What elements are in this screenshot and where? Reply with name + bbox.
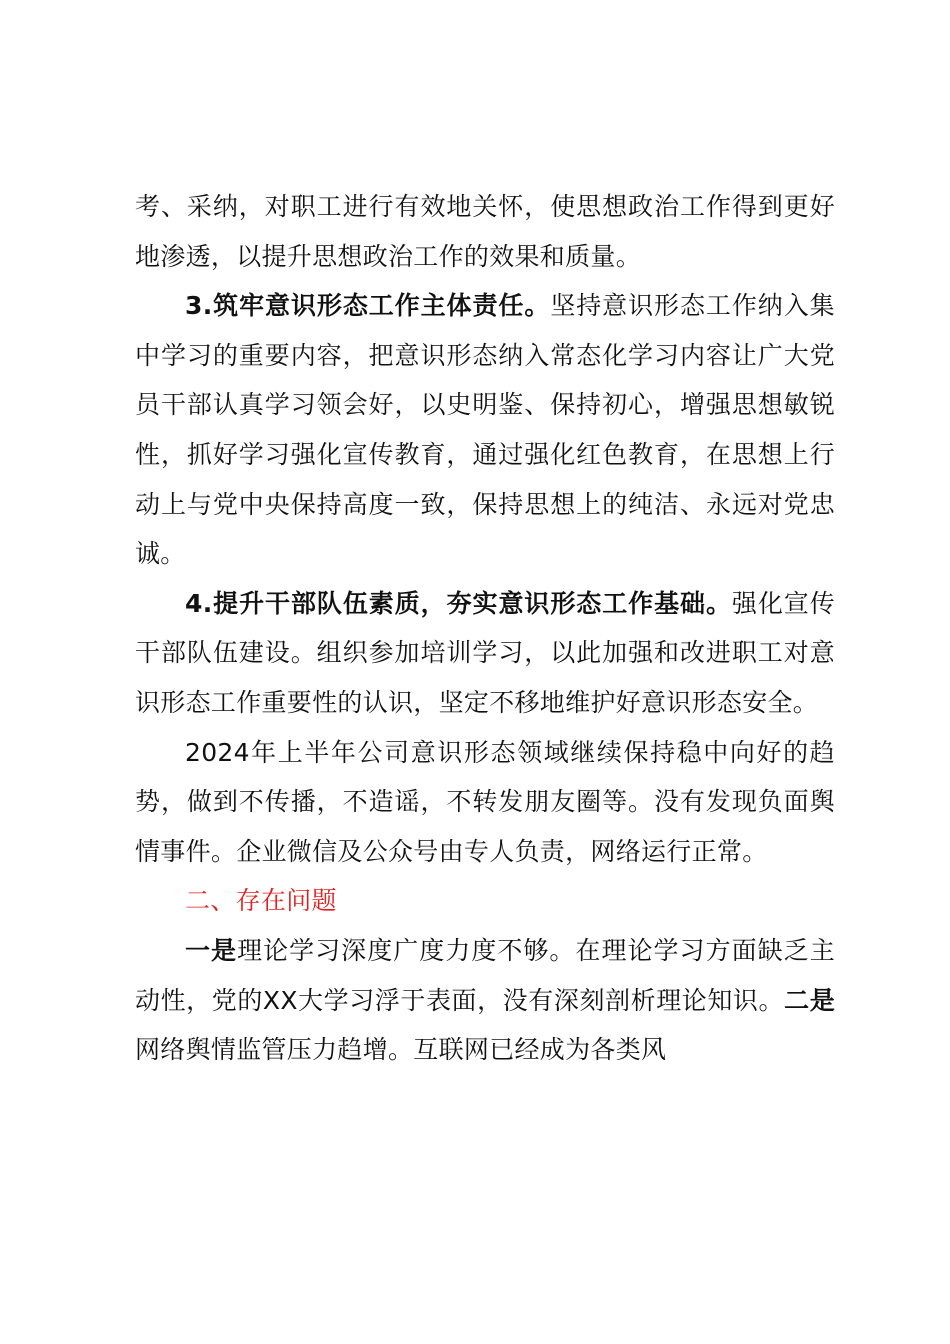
issue-2-text: 网络舆情监管压力趋增。互联网已经成为各类风 <box>135 1035 667 1065</box>
section-heading-text: 二、存在问题 <box>185 886 337 916</box>
paragraph-item-4 <box>135 579 835 728</box>
issue-2-label: 二是 <box>784 985 835 1015</box>
paragraph-issues <box>135 926 835 1075</box>
item-4-text: 强化宣传干部队伍建设。组织参加培训学习，以此加强和改进职工对意识形态工作重要性的认识，坚定不移地维护好意识形态安全。 <box>135 588 836 717</box>
paragraph-summary <box>135 728 835 877</box>
item-3-heading: 3.筑牢意识形态工作主体责任。 <box>185 291 551 321</box>
document-body <box>135 182 835 1075</box>
issue-1-label: 一是 <box>185 935 238 965</box>
summary-text: 2024年上半年公司意识形态领域继续保持稳中向好的趋势，做到不传播，不造谣，不转发朋友圈等。没有发现负面舆情事件。企业微信及公众号由专人负责，网络运行正常。 <box>135 737 835 866</box>
section-heading <box>135 876 835 926</box>
paragraph-continuation <box>135 182 835 281</box>
item-4-heading: 4.提升干部队伍素质，夯实意识形态工作基础。 <box>185 588 732 618</box>
issue-1-text: 理论学习深度广度力度不够。在理论学习方面缺乏主动性，党的XX大学习浮于表面，没有深刻剖析理论知识。 <box>135 935 835 1015</box>
paragraph-text: 考、采纳，对职工进行有效地关怀，使思想政治工作得到更好地渗透，以提升思想政治工作的效果和质量。 <box>135 192 835 271</box>
item-3-text: 坚持意识形态工作纳入集中学习的重要内容，把意识形态纳入常态化学习内容让广大党员干部认真学习领会好，以史明鉴、保持初心，增强思想敏锐性，抓好学习强化宣传教育，通过强化红色教育，在思想上行动上与党中央保持高度一致，保持思想上的纯洁、永远对党忠诚。 <box>135 291 835 569</box>
paragraph-item-3 <box>135 281 835 579</box>
